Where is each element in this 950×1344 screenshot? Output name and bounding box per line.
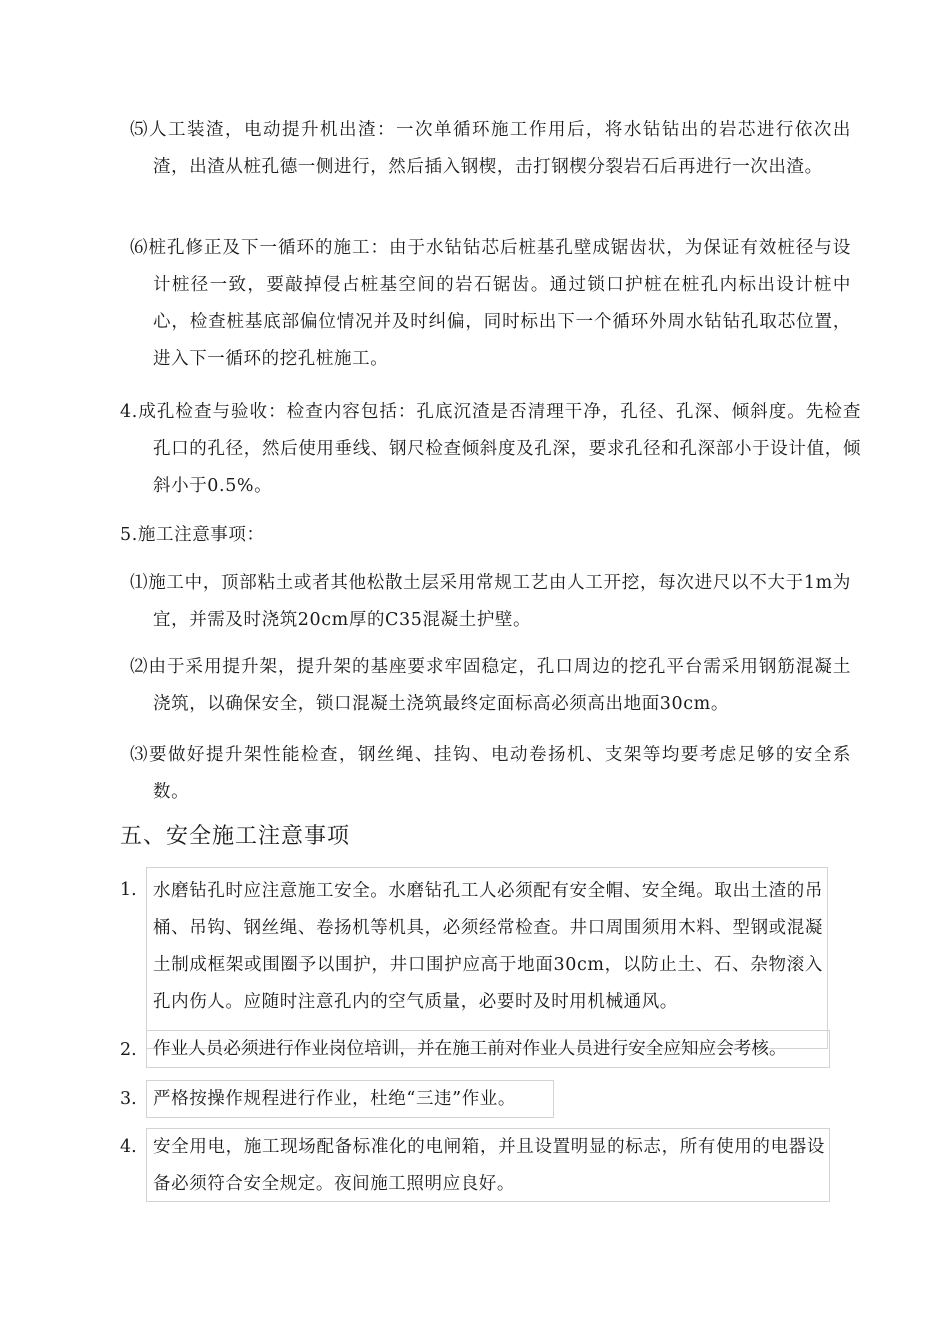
list-number-4: 4. [120,1137,137,1157]
paragraph-note-2: ⑵由于采用提升架，提升架的基座要求牢固稳定，孔口周边的挖孔平台需采用钢筋混凝土浇筑，以确保安全，锁口混凝土浇筑最终定面标高必须高出地面30cm。 [130,657,851,714]
section-title: 五、安全施工注意事项 [120,824,351,849]
paragraph-step-6: ⑹桩孔修正及下一循环的施工：由于水钻钻芯后桩基孔壁成锯齿状，为保证有效桩径与设计桩径一致，要敲掉侵占桩基空间的岩石锯齿。通过锁口护桩在桩孔内标出设计桩中心，检查桩基底部偏位情况并及时纠偏，同时标出下一个循环外周水钻钻孔取芯位置，进入下一循环的挖孔桩施工。 [130,238,851,369]
paragraph-item-4: 4.成孔检查与验收：检查内容包括：孔底沉渣是否清理干净，孔径、孔深、倾斜度。先检查孔口的孔径，然后使用垂线、钢尺检查倾斜度及孔深，要求孔径和孔深部小于设计值，倾斜小于0.5%。 [120,402,861,496]
paragraph-note-3: ⑶要做好提升架性能检查，钢丝绳、挂钩、电动卷扬机、支架等均要考虑足够的安全系数。 [130,745,851,802]
safety-item-2: 作业人员必须进行作业岗位培训，并在施工前对作业人员进行安全应知应会考核。 [146,1030,830,1068]
list-number-2: 2. [120,1040,137,1060]
list-number-1: 1. [120,880,137,900]
safety-item-3: 严格按操作规程进行作业，杜绝“三违”作业。 [146,1080,554,1118]
safety-item-1: 水磨钻孔时应注意施工安全。水磨钻孔工人必须配有安全帽、安全绳。取出土渣的吊桶、吊钩、钢丝绳、卷扬机等机具，必须经常检查。井口周围须用木料、型钢或混凝土制成框架或围圈予以围护，井口围护应高于地面30cm，以防止土、石、杂物滚入孔内伤人。应随时注意孔内的空气质量，必要时及时用机械通风。 [146,867,828,1049]
paragraph-note-1: ⑴施工中，顶部粘土或者其他松散土层采用常规工艺由人工开挖，每次进尺以不大于1m为宜，并需及时浇筑20cm厚的C35混凝土护壁。 [130,573,851,630]
safety-item-4: 安全用电，施工现场配备标准化的电闸箱，并且设置明显的标志，所有使用的电器设备必须符合安全规定。夜间施工照明应良好。 [146,1128,830,1202]
paragraph-item-5: 5.施工注意事项： [120,525,265,545]
list-number-3: 3. [120,1089,137,1109]
paragraph-step-5: ⑸人工装渣，电动提升机出渣：一次单循环施工作用后，将水钻钻出的岩芯进行依次出渣，出渣从桩孔德一侧进行，然后插入钢楔，击打钢楔分裂岩石后再进行一次出渣。 [130,120,851,177]
